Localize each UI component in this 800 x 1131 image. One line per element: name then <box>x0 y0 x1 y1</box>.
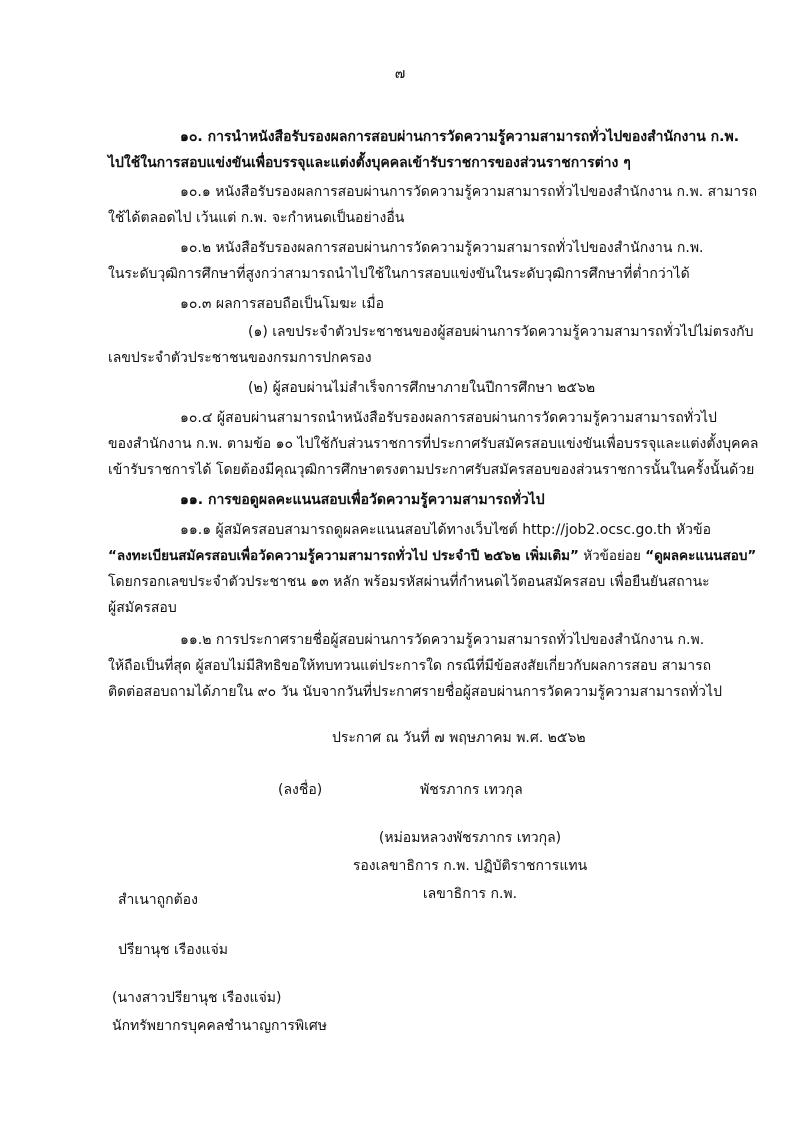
para-10-4-line2: ของสำนักงาน ก.พ. ตามข้อ ๑๐ ไปใช้กับส่วนราชการที่ประกาศรับสมัครสอบแข่งขันเพื่อบรรจุและแต่งตั้งบุคคล <box>108 436 759 452</box>
para-11-1-line3: โดยกรอกเลขประจำตัวประชาชน ๑๓ หลัก พร้อมรหัสผ่านที่กำหนดไว้ตอนสมัครสอบ เพื่อยืนยันสถานะ <box>108 574 710 590</box>
para-10-3-item1-line1: (๑) เลขประจำตัวประชาชนของผู้สอบผ่านการวัดความรู้ความสามารถทั่วไปไม่ตรงกับ <box>248 324 754 340</box>
certifier-signed-name: ปรียานุช เรืองแจ่ม <box>118 942 228 958</box>
section-11-heading: ๑๑. การขอดูผลคะแนนสอบเพื่อวัดความรู้ความสามารถทั่วไป <box>180 492 545 508</box>
certifier-position: นักทรัพยากรบุคคลชำนาญการพิเศษ <box>112 1018 327 1034</box>
signer-full-name: (หม่อมหลวงพัชรภากร เทวกุล) <box>378 830 562 846</box>
para-10-3-line1: ๑๐.๓ ผลการสอบถือเป็นโมฆะ เมื่อ <box>180 296 385 312</box>
page-number: ๗ <box>394 66 406 82</box>
section-10-heading-line2: ไปใช้ในการสอบแข่งขันเพื่อบรรจุและแต่งตั้งบุคคลเข้ารับราชการของส่วนราชการต่าง ๆ <box>108 155 631 171</box>
para-10-2-line1: ๑๐.๒ หนังสือรับรองผลการสอบผ่านการวัดความรู้ความสามารถทั่วไปของสำนักงาน ก.พ. <box>180 240 704 256</box>
para-10-3-item1-line2: เลขประจำตัวประชาชนของกรมการปกครอง <box>108 350 372 366</box>
para-11-2-line1: ๑๑.๒ การประกาศรายชื่อผู้สอบผ่านการวัดความรู้ความสามารถทั่วไปของสำนักงาน ก.พ. <box>180 632 705 648</box>
para-10-4-line1: ๑๐.๔ ผู้สอบผ่านสามารถนำหนังสือรับรองผลการสอบผ่านการวัดความรู้ความสามารถทั่วไป <box>180 410 717 426</box>
view-score-menu-title: “ดูผลคะแนนสอบ” <box>645 548 757 564</box>
section-10-heading-line1: ๑๐. การนำหนังสือรับรองผลการสอบผ่านการวัดความรู้ความสามารถทั่วไปของสำนักงาน ก.พ. <box>180 129 740 145</box>
para-10-1-line1: ๑๐.๑ หนังสือรับรองผลการสอบผ่านการวัดความรู้ความสามารถทั่วไปของสำนักงาน ก.พ. สามารถ <box>180 184 758 200</box>
signer-signed-name: พัชรภากร เทวกุล <box>420 782 523 798</box>
para-11-1-line1: ๑๑.๑ ผู้สมัครสอบสามารถดูผลคะแนนสอบได้ทางเว็บไซต์ http://job2.ocsc.go.th หัวข้อ <box>180 522 712 538</box>
signer-position-line1: รองเลขาธิการ ก.พ. ปฏิบัติราชการแทน <box>352 858 588 874</box>
certified-copy-label: สำเนาถูกต้อง <box>118 892 198 908</box>
para-11-2-line3: ติดต่อสอบถามได้ภายใน ๙๐ วัน นับจากวันที่ประกาศรายชื่อผู้สอบผ่านการวัดความรู้ความสามารถทั่วไป <box>108 684 722 700</box>
sub-topic-label: หัวข้อย่อย <box>578 548 646 564</box>
para-10-1-line2: ใช้ได้ตลอดไป เว้นแต่ ก.พ. จะกำหนดเป็นอย่างอื่น <box>108 210 405 226</box>
para-11-1-line4: ผู้สมัครสอบ <box>108 600 177 616</box>
sign-label: (ลงชื่อ) <box>278 782 323 798</box>
certifier-full-name: (นางสาวปรียานุช เรืองแจ่ม) <box>112 990 282 1006</box>
announcement-date: ประกาศ ณ วันที่ ๗ พฤษภาคม พ.ศ. ๒๕๖๒ <box>332 730 586 746</box>
registration-menu-title: “ลงทะเบียนสมัครสอบเพื่อวัดความรู้ความสามารถทั่วไป ประจำปี ๒๕๖๒ เพิ่มเติม” <box>108 548 579 564</box>
para-11-2-line2: ให้ถือเป็นที่สุด ผู้สอบไม่มีสิทธิขอให้ทบทวนแต่ประการใด กรณีที่มีข้อสงสัยเกี่ยวกับผลการสอบ สามารถ <box>108 658 712 674</box>
signer-position-line2: เลขาธิการ ก.พ. <box>422 886 518 902</box>
para-10-2-line2: ในระดับวุฒิการศึกษาที่สูงกว่าสามารถนำไปใช้ในการสอบแข่งขันในระดับวุฒิการศึกษาที่ต่ำกว่าได้ <box>108 266 690 282</box>
para-10-4-line3: เข้ารับราชการได้ โดยต้องมีคุณวุฒิการศึกษาตรงตามประกาศรับสมัครสอบของส่วนราชการนั้นในครั้งนั้นด้วย <box>108 462 755 478</box>
para-10-3-item2: (๒) ผู้สอบผ่านไม่สำเร็จการศึกษาภายในปีการศึกษา ๒๕๖๒ <box>248 380 596 396</box>
para-11-1-line2 <box>108 546 756 566</box>
